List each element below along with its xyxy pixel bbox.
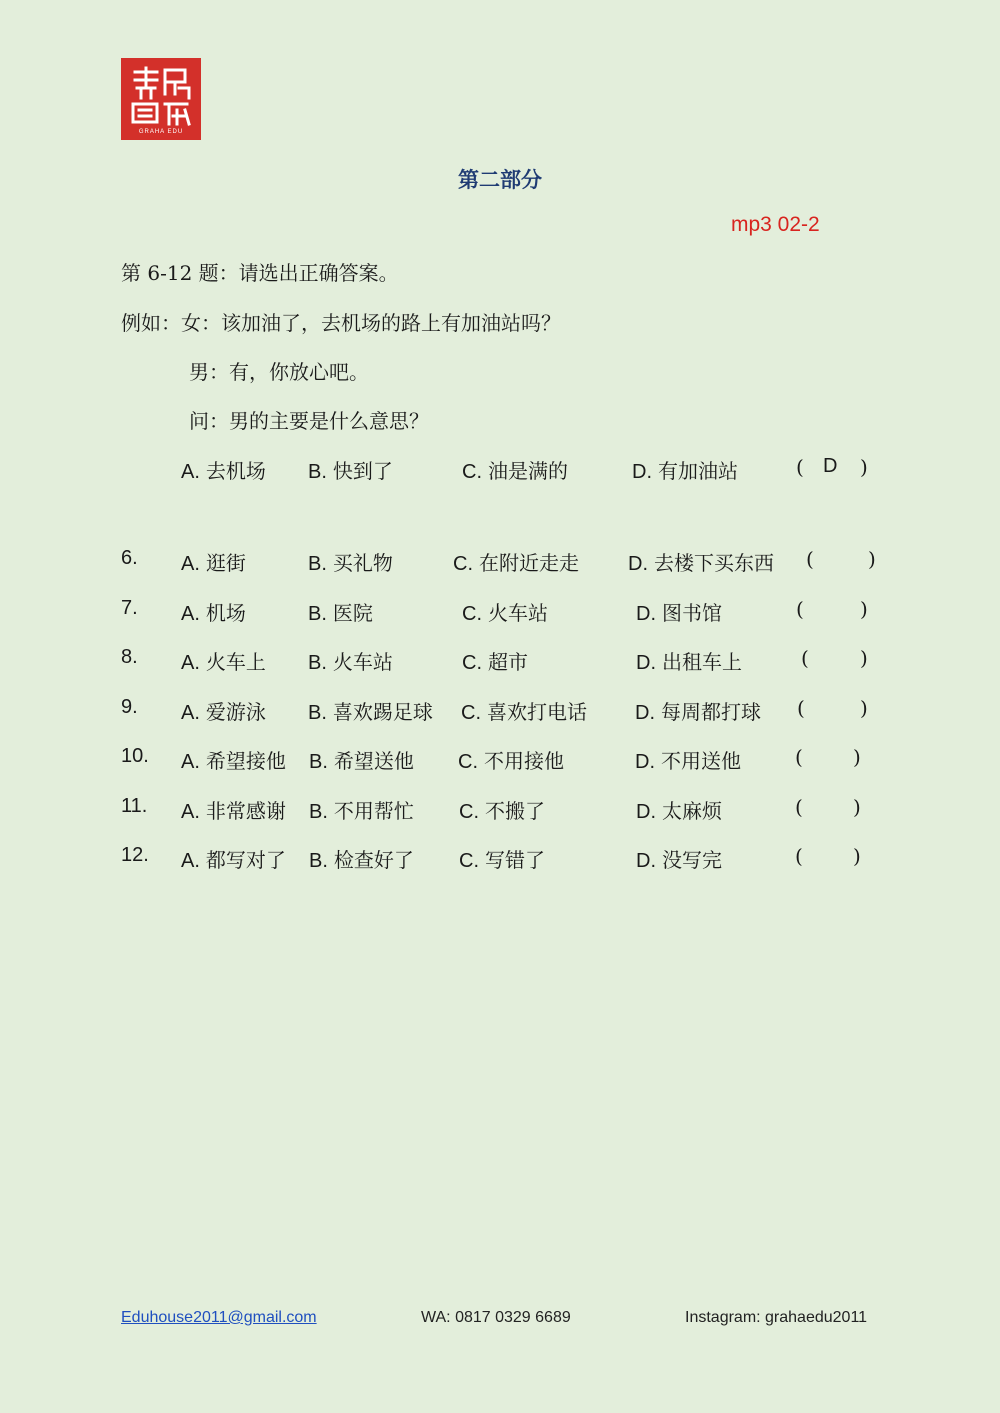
option-c[interactable]: C. 超市 xyxy=(462,650,528,674)
option-a[interactable]: A. 逛街 xyxy=(181,551,246,575)
option-b[interactable]: B. 检查好了 xyxy=(309,848,414,872)
question-row-11 xyxy=(0,795,1000,825)
option-b[interactable]: B. 买礼物 xyxy=(308,551,393,575)
answer-paren-open[interactable]: ( xyxy=(797,696,805,720)
answer-paren-open[interactable]: ( xyxy=(795,795,803,819)
option-a[interactable]: A. 希望接他 xyxy=(181,749,286,773)
option-c[interactable]: C. 火车站 xyxy=(462,601,548,625)
answer-paren-open[interactable]: ( xyxy=(801,646,809,670)
question-row-10 xyxy=(0,745,1000,775)
answer-paren-close: ) xyxy=(860,597,868,621)
question-number: 9. xyxy=(121,696,138,718)
example-answer: D xyxy=(823,455,838,477)
example-answer-close: ) xyxy=(860,455,868,479)
answer-paren-close: ) xyxy=(853,795,861,819)
option-d[interactable]: D. 去楼下买东西 xyxy=(628,551,774,575)
answer-paren-open[interactable]: ( xyxy=(795,844,803,868)
example-woman-line: 例如：女：该加油了，去机场的路上有加油站吗？ xyxy=(121,311,561,335)
option-a[interactable]: A. 都写对了 xyxy=(181,848,286,872)
example-answer-open: ( xyxy=(796,455,804,479)
answer-paren-close: ) xyxy=(868,547,876,571)
example-question-line: 问：男的主要是什么意思？ xyxy=(189,409,429,433)
option-a[interactable]: A. 火车上 xyxy=(181,650,266,674)
option-d[interactable]: D. 出租车上 xyxy=(636,650,742,674)
option-b[interactable]: B. 不用帮忙 xyxy=(309,799,414,823)
graha-edu-logo xyxy=(121,58,201,140)
footer-instagram: Instagram: grahaedu2011 xyxy=(685,1309,868,1326)
option-c[interactable]: C. 不搬了 xyxy=(459,799,545,823)
example-option-a: A. 去机场 xyxy=(181,459,266,483)
question-row-12 xyxy=(0,844,1000,874)
question-number: 11. xyxy=(121,795,148,817)
question-row-9 xyxy=(0,696,1000,726)
answer-paren-open[interactable]: ( xyxy=(796,597,804,621)
answer-paren-close: ) xyxy=(853,745,861,769)
option-a[interactable]: A. 机场 xyxy=(181,601,246,625)
option-a[interactable]: A. 爱游泳 xyxy=(181,700,266,724)
logo-caption: GRAHA EDU xyxy=(138,129,184,135)
audio-track-label: mp3 02-2 xyxy=(731,213,820,236)
example-option-b: B. 快到了 xyxy=(308,459,393,483)
example-option-c: C. 油是满的 xyxy=(462,459,568,483)
answer-paren-close: ) xyxy=(853,844,861,868)
question-row-7 xyxy=(0,597,1000,627)
question-number: 12. xyxy=(121,844,149,866)
email-link[interactable]: Eduhouse2011@gmail.com xyxy=(121,1309,317,1326)
option-c[interactable]: C. 写错了 xyxy=(459,848,545,872)
answer-paren-open[interactable]: ( xyxy=(795,745,803,769)
option-a[interactable]: A. 非常感谢 xyxy=(181,799,286,823)
instruction: 第 6-12 题：请选出正确答案。 xyxy=(121,261,399,285)
example-option-d: D. 有加油站 xyxy=(632,459,738,483)
option-b[interactable]: B. 希望送他 xyxy=(309,749,414,773)
question-row-8 xyxy=(0,646,1000,676)
footer-email xyxy=(121,1309,317,1327)
example-options-row xyxy=(0,455,1000,485)
option-b[interactable]: B. 火车站 xyxy=(308,650,393,674)
example-man-line: 男：有，你放心吧。 xyxy=(189,360,369,384)
question-row-6 xyxy=(0,547,1000,577)
option-d[interactable]: D. 每周都打球 xyxy=(635,700,761,724)
option-b[interactable]: B. 医院 xyxy=(308,601,373,625)
option-c[interactable]: C. 不用接他 xyxy=(458,749,564,773)
question-number: 10. xyxy=(121,745,149,767)
section-title: 第二部分 xyxy=(458,167,542,192)
answer-paren-close: ) xyxy=(860,646,868,670)
answer-paren-close: ) xyxy=(860,696,868,720)
option-c[interactable]: C. 喜欢打电话 xyxy=(461,700,587,724)
option-d[interactable]: D. 没写完 xyxy=(636,848,722,872)
logo-seal-icon xyxy=(121,58,201,140)
option-c[interactable]: C. 在附近走走 xyxy=(453,551,579,575)
answer-paren-open[interactable]: ( xyxy=(806,547,814,571)
footer-whatsapp: WA: 0817 0329 6689 xyxy=(421,1309,571,1326)
option-d[interactable]: D. 不用送他 xyxy=(635,749,741,773)
question-number: 7. xyxy=(121,597,138,619)
option-d[interactable]: D. 图书馆 xyxy=(636,601,722,625)
option-d[interactable]: D. 太麻烦 xyxy=(636,799,722,823)
option-b[interactable]: B. 喜欢踢足球 xyxy=(308,700,433,724)
question-number: 8. xyxy=(121,646,138,668)
question-number: 6. xyxy=(121,547,138,569)
